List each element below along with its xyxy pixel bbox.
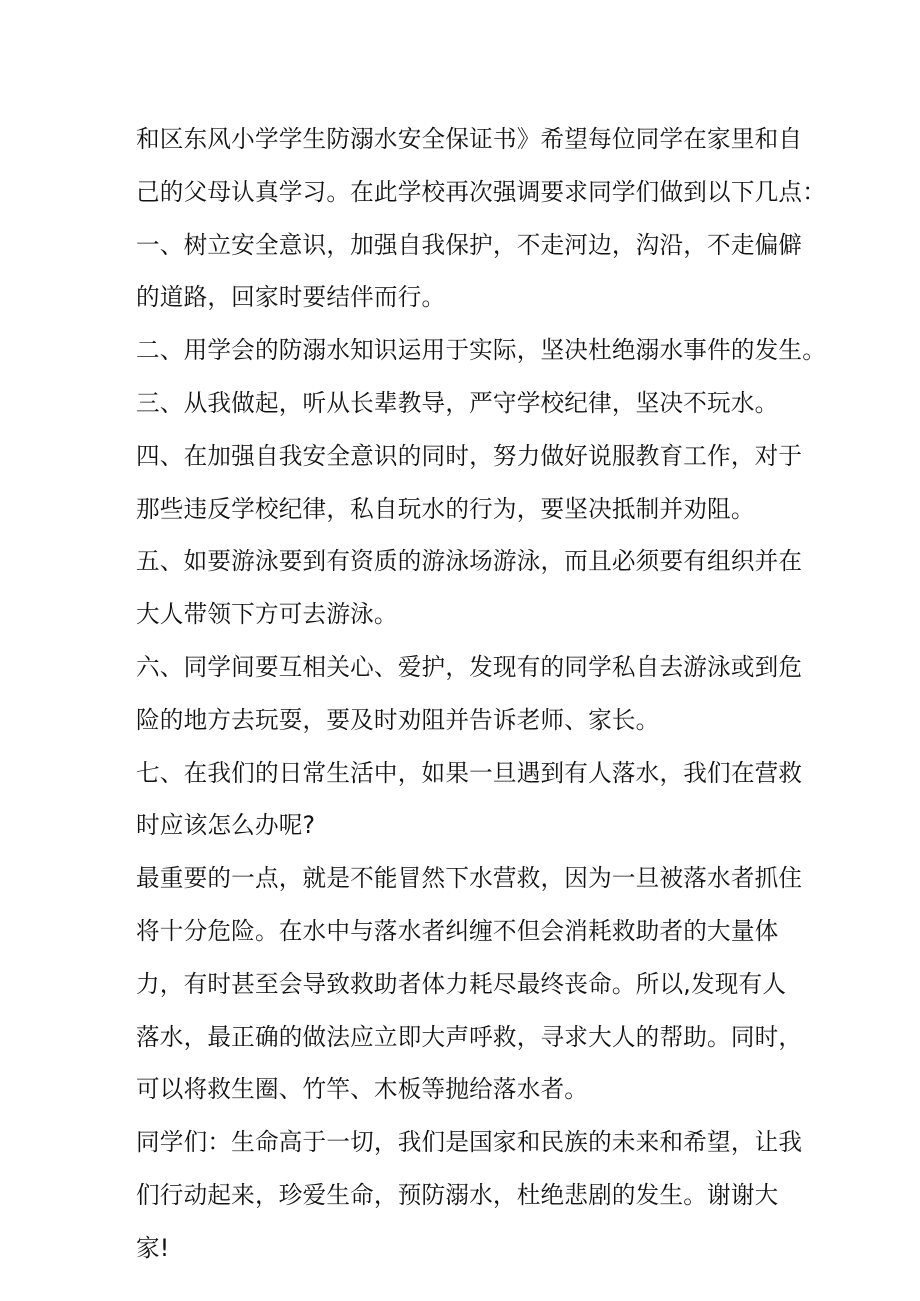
text-line: 六、同学间要互相关心、爱护，发现有的同学私自去游泳或到危 [136,652,803,681]
text-line: 大人带领下方可去游泳。 [136,600,398,629]
text-line: 力，有时甚至会导致救助者体力耗尽最终丧命。所以,发现有人 [136,969,787,998]
text-line: 同学们：生命高于一切，我们是国家和民族的未来和希望，让我 [136,1128,803,1157]
text-line: 险的地方去玩耍，要及时劝阻并告诉老师、家长。 [136,705,660,734]
text-line: 那些违反学校纪律，私自玩水的行为，要坚决抵制并劝阻。 [136,494,755,523]
text-line: 和区东风小学学生防溺水安全保证书》希望每位同学在家里和自 [136,125,803,153]
text-line: 四、在加强自我安全意识的同时，努力做好说服教育工作，对于 [136,441,803,470]
text-line: 二、用学会的防溺水知识运用于实际，坚决杜绝溺水事件的发生。 [136,336,827,365]
document-body [136,113,827,1275]
text-line: 己的父母认真学习。在此学校再次强调要求同学们做到以下几点： [136,177,827,206]
text-line: 将十分危险。在水中与落水者纠缠不但会消耗救助者的大量体 [136,916,779,945]
text-line: 们行动起来，珍爱生命，预防溺水，杜绝悲剧的发生。谢谢大 [136,1180,779,1209]
text-line: 家! [136,1233,170,1262]
text-line: 一、树立安全意识，加强自我保护，不走河边，沟沿，不走偏僻 [136,230,803,259]
text-line: 最重要的一点，就是不能冒然下水营救，因为一旦被落水者抓住 [136,864,803,893]
text-line: 落水，最正确的做法应立即大声呼救，寻求大人的帮助。同时， [136,1022,803,1051]
text-line: 三、从我做起，听从长辈教导，严守学校纪律，坚决不玩水。 [136,388,779,417]
text-line: 五、如要游泳要到有资质的游泳场游泳，而且必须要有组织并在 [136,547,803,576]
text-line: 七、在我们的日常生活中，如果一旦遇到有人落水，我们在营救 [136,758,803,787]
text-line: 的道路，回家时要结伴而行。 [136,283,446,312]
text-line: 可以将救生圈、竹竿、木板等抛给落水者。 [136,1075,589,1104]
text-line: 时应该怎么办呢? [136,811,316,840]
